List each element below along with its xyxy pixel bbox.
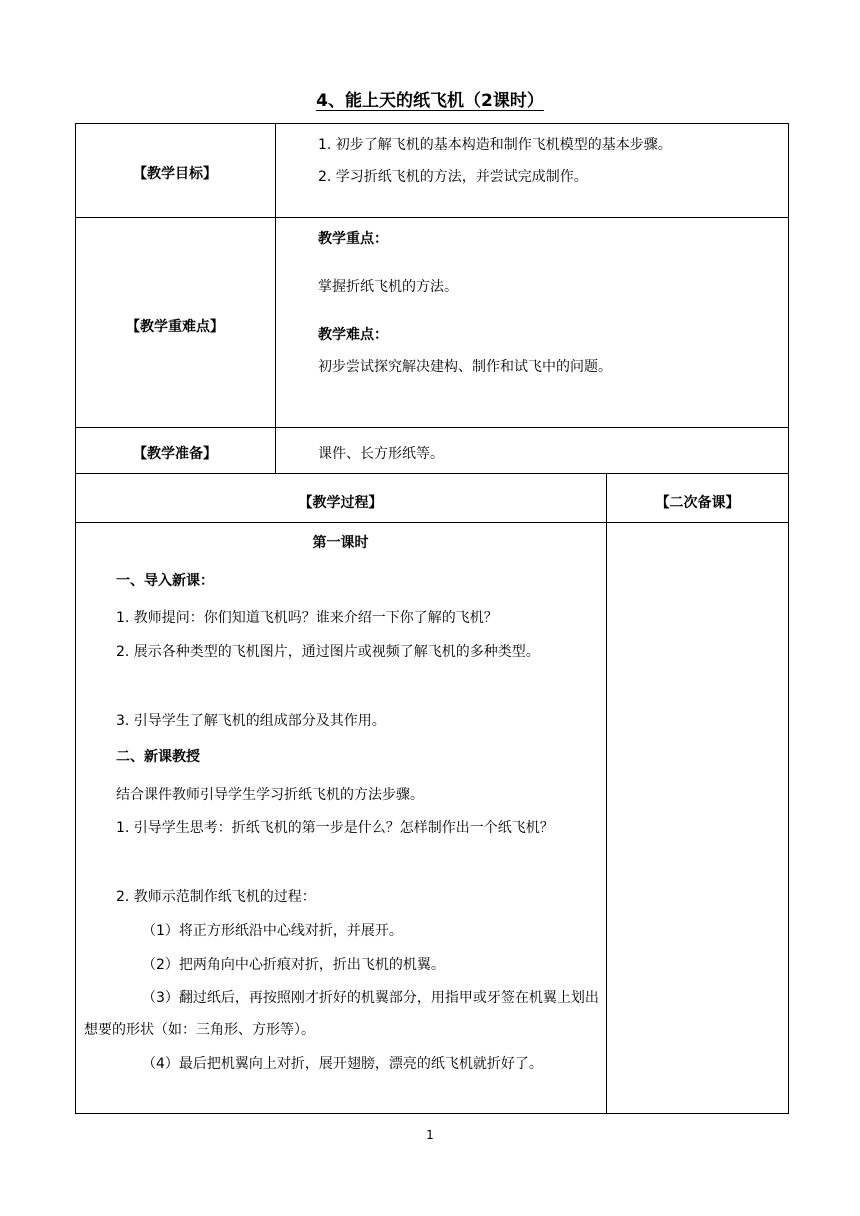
objective-item: 2. 学习折纸飞机的方法，并尝试完成制作。: [318, 169, 588, 185]
step-item: （2）把两角向中心折痕对折，折出飞机的机翼。: [142, 957, 445, 973]
page-number: 1: [426, 1128, 434, 1142]
section-intro: 结合课件教师引导学生学习折纸飞机的方法步骤。: [116, 787, 424, 803]
focus-heading: 教学重点：: [318, 231, 388, 247]
key-points-label: 【教学重难点】: [126, 319, 224, 335]
section-heading: 一、导入新课：: [116, 573, 214, 589]
difficulty-heading: 教学难点：: [318, 327, 388, 343]
process-header: 【教学过程】: [298, 495, 383, 511]
page-title: 4、能上天的纸飞机（2课时）: [316, 91, 544, 111]
list-item: 1. 引导学生思考：折纸飞机的第一步是什么？怎样制作出一个纸飞机？: [116, 820, 554, 836]
objectives-label: 【教学目标】: [133, 166, 217, 182]
step-item: （1）将正方形纸沿中心线对折，并展开。: [142, 923, 403, 939]
row-divider: [75, 427, 789, 428]
row-divider: [75, 217, 789, 218]
notes-header: 【二次备课】: [655, 495, 740, 511]
section-heading: 二、新课教授: [116, 749, 200, 765]
objective-item: 1. 初步了解飞机的基本构造和制作飞机模型的基本步骤。: [318, 137, 672, 153]
difficulty-text: 初步尝试探究解决建构、制作和试飞中的问题。: [318, 359, 612, 375]
row-divider: [75, 473, 789, 474]
column-divider: [606, 473, 607, 1114]
list-item: 3. 引导学生了解飞机的组成部分及其作用。: [116, 713, 386, 729]
focus-text: 掌握折纸飞机的方法。: [318, 279, 458, 295]
list-item: 2. 教师示范制作纸飞机的过程：: [116, 889, 316, 905]
preparation-label: 【教学准备】: [133, 446, 217, 462]
list-item: 2. 展示各种类型的飞机图片，通过图片或视频了解飞机的多种类型。: [116, 644, 540, 660]
row-divider: [75, 522, 789, 523]
column-divider: [275, 123, 276, 473]
preparation-text: 课件、长方形纸等。: [318, 446, 444, 462]
step-item: （4）最后把机翼向上对折，展开翅膀，漂亮的纸飞机就折好了。: [142, 1056, 543, 1072]
step-item: （3）翻过纸后，再按照刚才折好的机翼部分，用指甲或牙签在机翼上划出想要的形状（如：三角形、方形等）。: [84, 990, 599, 1038]
list-item: 1. 教师提问：你们知道飞机吗？谁来介绍一下你了解的飞机？: [116, 610, 498, 626]
lesson-title: 第一课时: [312, 535, 369, 551]
